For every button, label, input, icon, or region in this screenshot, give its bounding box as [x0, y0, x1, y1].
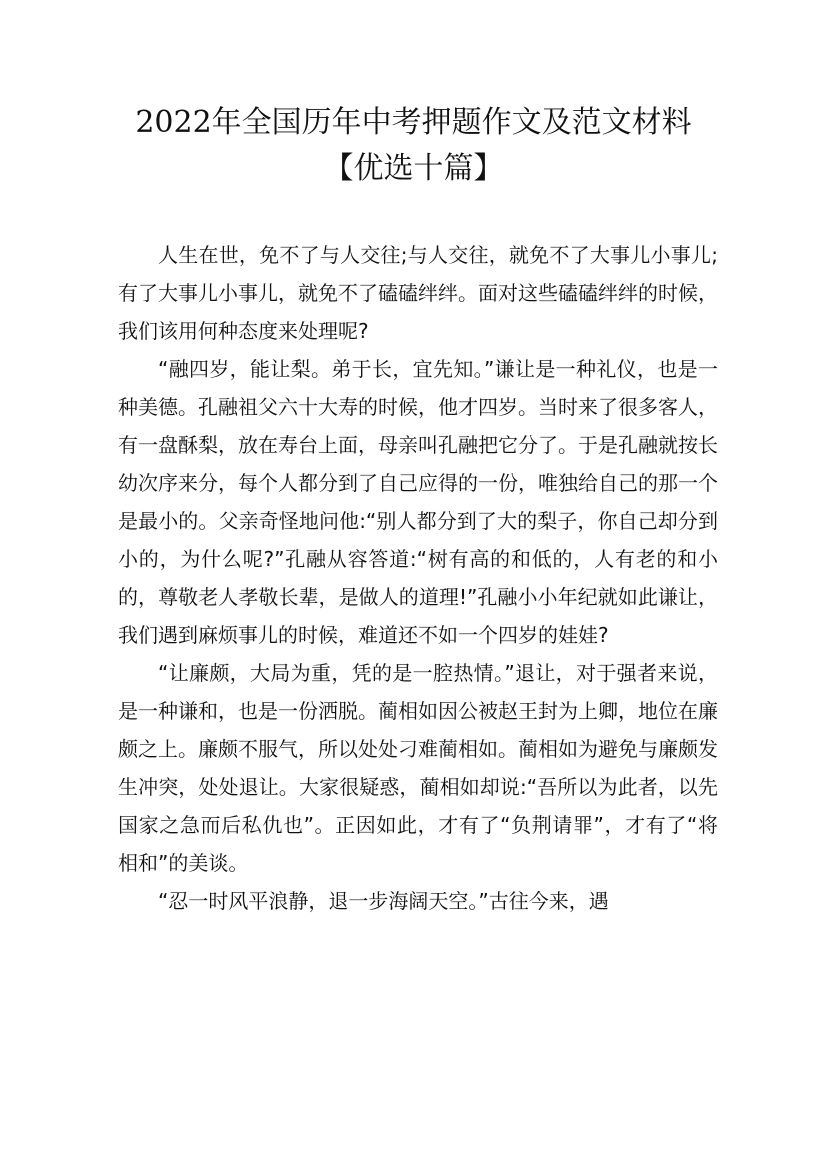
paragraph: “让廉颇，大局为重，凭的是一腔热情。”退让，对于强者来说，是一种谦和，也是一份洒脱。蔺相如因公被赵王封为上卿，地位在廉颇之上。廉颇不服气，所以处处刁难蔺相如。蔺相如为避免与廉颇发生冲突，处处退让。大家很疑惑，蔺相如却说:“吾所以为此者，以先国家之急而后私仇也”。正因如此，才有了“负荆请罪”，才有了“将相和”的美谈。: [118, 661, 718, 875]
title-line-1: 2022年全国历年中考押题作文及范文材料: [135, 105, 692, 140]
document-body: [118, 236, 718, 920]
paragraph: “融四岁，能让梨。弟于长，宜先知。”谦让是一种礼仪，也是一种美德。孔融祖父六十大寿的时候，他才四岁。当时来了很多客人，有一盘酥梨，放在寿台上面，母亲叫孔融把它分了。于是孔融就按长幼次序来分，每个人都分到了自己应得的一份，唯独给自己的那一个是最小的。父亲奇怪地问他:“别人都分到了大的梨子，你自己却分到小的，为什么呢?”孔融从容答道:“树有高的和低的，人有老的和小的，尊敬老人孝敬长辈，是做人的道理!”孔融小小年纪就如此谦让，我们遇到麻烦事儿的时候，难道还不如一个四岁的娃娃?: [118, 357, 718, 647]
paragraph: “忍一时风平浪静，退一步海阔天空。”古往今来，遇: [158, 889, 609, 913]
title-line-2: 【优选十篇】: [323, 151, 504, 186]
document-title: [0, 100, 827, 192]
paragraph: 人生在世，免不了与人交往;与人交往，就免不了大事儿小事儿;有了大事儿小事儿，就免不了磕磕绊绊。面对这些磕磕绊绊的时候，我们该用何种态度来处理呢?: [118, 243, 718, 343]
